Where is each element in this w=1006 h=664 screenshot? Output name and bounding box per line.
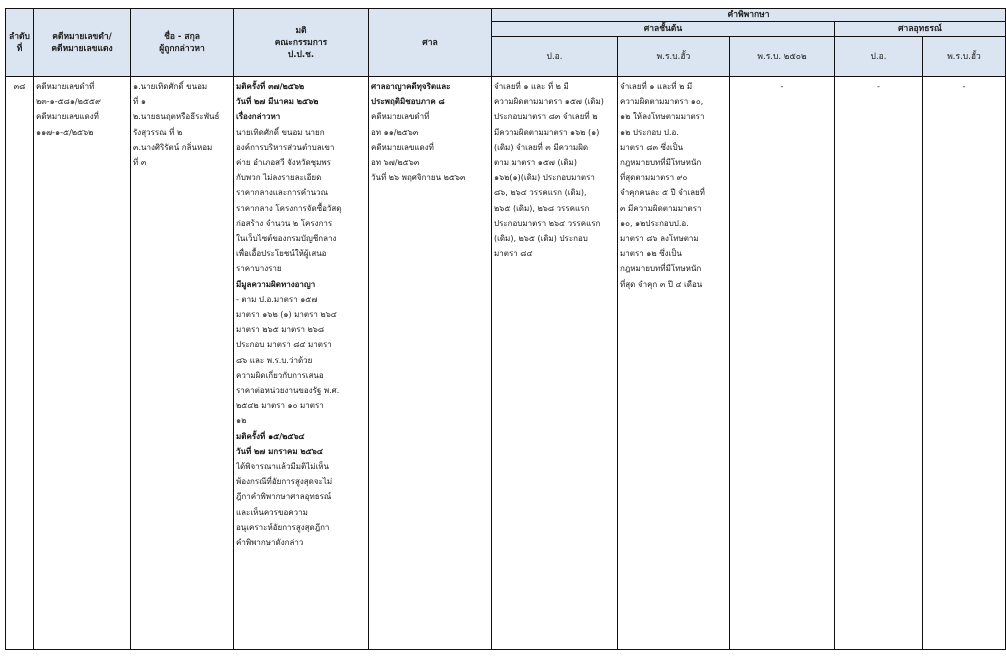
first-court-pr-bid-line: กฎหมายบทที่มีโทษหนัก: [620, 264, 702, 274]
first-court-pr-bid-line: ๑๒ ประกอบ ป.อ.: [620, 127, 679, 137]
resolution-line: มติครั้งที่ ๑๕/๒๕๖๔: [236, 431, 305, 441]
first-court-pr-bid-line: มาตรา ๘๓ ซึ่งเป็น: [620, 142, 684, 152]
accused-name-line: ๑.นายเทิดศักดิ์ ขนอม: [133, 82, 208, 91]
header-judgment: คำพิพากษา: [492, 9, 1006, 22]
header-name: ชื่อ - สกุล ผู้ถูกกล่าวหา: [131, 9, 234, 77]
header-no: ลำดับ ที่: [6, 9, 34, 77]
first-court-pr-bid-line: ที่สุดตามมาตรา ๙๐: [620, 173, 688, 183]
accused-name-line: รังสุวรรณ ที่ ๒: [133, 127, 183, 137]
header-appeal-court: ศาลอุทธรณ์: [835, 22, 1006, 37]
cell-appeal-po: -: [835, 77, 923, 650]
header-first-pr-bid: พ.ร.บ.ฮั้ว: [618, 37, 730, 77]
first-court-pr-bid-line: ที่สุด จำคุก ๓ ปี ๔ เดือน: [620, 279, 703, 289]
first-court-po-line: (เดิม) จำเลยที่ ๓ มีความผิด: [494, 142, 589, 152]
accused-name-line: ๓.นางศิริรัตน์ กลิ่นหอม: [133, 142, 213, 152]
resolution-line: ประกอบ มาตรา ๘๔ มาตรา: [236, 340, 332, 350]
resolution-line: คำพิพากษาดังกล่าว: [236, 538, 304, 548]
first-court-po-line: ๑๖๒(๑)(เดิม) ประกอบมาตรา: [494, 173, 595, 183]
cell-first-po: [492, 77, 618, 650]
resolution-line: ราคากลางและการคำนวณ: [236, 188, 328, 198]
resolution-line: เรื่องกล่าวหา: [236, 112, 281, 122]
cell-first-pr-2502: -: [730, 77, 835, 650]
resolution-line: และเห็นควรขอความ: [236, 507, 308, 517]
court-line: คดีหมายเลขแดงที่: [371, 142, 434, 152]
header-first-po: ป.อ.: [492, 37, 618, 77]
case-no-line: ๒๓-๑-๕๘๑/๒๕๕๙: [36, 97, 101, 107]
first-court-po-line: ๘๖, ๒๖๔ วรรคแรก (เดิม),: [494, 188, 587, 198]
header-resolution: มติ คณะกรรมการ ป.ป.ช.: [234, 9, 369, 77]
resolution-line: มีมูลความผิดทางอาญา: [236, 279, 316, 289]
resolution-line: อนุเคราะห์อัยการสูงสุดฎีกา: [236, 522, 330, 532]
first-court-po-line: มาตรา ๘๔: [494, 249, 533, 259]
cell-first-pr-bid: [618, 77, 730, 650]
resolution-line: วันที่ ๒๗ มีนาคม ๒๕๖๒: [236, 97, 319, 107]
first-court-po-line: มีความผิดตามมาตรา ๑๖๒ (๑): [494, 127, 600, 137]
cell-no: ๓๘: [6, 77, 34, 650]
cell-case-no: [34, 77, 131, 650]
header-appeal-pr-bid: พ.ร.บ.ฮั้ว: [923, 37, 1006, 77]
first-court-po-line: (เดิม), ๒๖๕ (เดิม) ประกอบ: [494, 234, 588, 244]
first-court-pr-bid-line: มาตรา ๘๖ ลงโทษตาม: [620, 234, 699, 244]
court-line: ศาลอาญาคดีทุจริตและ: [371, 82, 451, 91]
accused-name-line: ๒.นายธนฤตหรือธีระพันธ์: [133, 112, 220, 122]
header-first-pr-2502: พ.ร.บ. ๒๕๐๒: [730, 37, 835, 77]
accused-name-line: ที่ ๓: [133, 158, 147, 168]
first-court-pr-bid-line: จำเลยที่ ๑ และที่ ๒ มี: [620, 82, 693, 91]
cell-resolution: [234, 77, 369, 650]
resolution-line: ก่อสร้าง จำนวน ๒ โครงการ: [236, 218, 333, 228]
first-court-pr-bid-line: ๑๐, ๑๒ประกอบป.อ.: [620, 218, 689, 228]
first-court-po-line: ตาม มาตรา ๑๕๗ (เดิม): [494, 158, 577, 168]
first-court-po-line: ความผิดตามมาตรา ๑๕๗ (เดิม): [494, 97, 604, 107]
first-court-po-line: ๒๖๕ (เดิม), ๒๖๘ วรรคแรก: [494, 203, 590, 213]
resolution-line: วันที่ ๒๗ มกราคม ๒๕๖๔: [236, 446, 323, 456]
court-line: วันที่ ๒๖ พฤศจิกายน ๒๕๖๓: [371, 173, 466, 183]
resolution-line: เพื่อเอื้อประโยชน์ให้ผู้เสนอ: [236, 249, 327, 259]
resolution-line: องค์การบริหารส่วนตำบลเขา: [236, 142, 335, 152]
header-first-court: ศาลชั้นต้น: [492, 22, 835, 37]
resolution-line: มาตรา ๑๖๒ (๑) มาตรา ๒๖๔: [236, 310, 337, 320]
resolution-line: ได้พิจารณาแล้วมีมติไม่เห็น: [236, 462, 329, 472]
resolution-line: ราคาบางราย: [236, 264, 282, 274]
cell-court: [369, 77, 492, 650]
resolution-line: ค่าย อำเภอสวี จังหวัดชุมพร: [236, 158, 331, 168]
header-case-no: คดีหมายเลขดำ/ คดีหมายเลขแดง: [34, 9, 131, 77]
case-no-line: คดีหมายเลขแดงที่: [36, 112, 99, 122]
first-court-pr-bid-line: ๓ มีความผิดตามมาตรา: [620, 203, 702, 213]
table-row: [6, 77, 1006, 650]
case-no-line: คดีหมายเลขดำที่: [36, 82, 95, 91]
court-line: ประพฤติมิชอบภาค ๘: [371, 97, 445, 107]
resolution-line: ๑๒: [236, 416, 247, 426]
resolution-line: ๒๕๔๒ มาตรา ๑๐ มาตรา: [236, 401, 324, 411]
judgment-table: [5, 8, 1006, 650]
court-line: คดีหมายเลขดำที่: [371, 112, 430, 122]
resolution-line: นายเทิดศักดิ์ ขนอม นายก: [236, 127, 325, 137]
first-court-pr-bid-line: ความผิดตามมาตรา ๑๐,: [620, 97, 704, 107]
header-court: ศาล: [369, 9, 492, 77]
first-court-pr-bid-line: ๑๒ ให้ลงโทษตามมาตรา: [620, 112, 705, 122]
resolution-line: ราคากลาง โครงการจัดซื้อวัสดุ: [236, 203, 342, 213]
court-line: อท ๖๗/๒๕๖๓: [371, 158, 420, 168]
case-no-line: ๑๑๗-๑-๕/๒๕๖๒: [36, 127, 94, 137]
resolution-line: ราคาต่อหน่วยงานของรัฐ พ.ศ.: [236, 386, 340, 396]
first-court-pr-bid-line: จำคุกคนละ ๕ ปี จำเลยที่: [620, 188, 705, 198]
cell-appeal-pr-bid: -: [923, 77, 1006, 650]
first-court-pr-bid-line: กฎหมายบทที่มีโทษหนัก: [620, 158, 702, 168]
header-appeal-po: ป.อ.: [835, 37, 923, 77]
resolution-line: พ้องกรณีที่อัยการสูงสุดจะไม่: [236, 477, 333, 487]
resolution-line: มติครั้งที่ ๓๗/๒๕๖๒: [236, 82, 305, 91]
resolution-line: - ตาม ป.อ.มาตรา ๑๕๗: [236, 294, 318, 304]
resolution-line: ๘๖ และ พ.ร.บ.ว่าด้วย: [236, 355, 313, 365]
first-court-pr-bid-line: มาตรา ๑๒ ซึ่งเป็น: [620, 249, 682, 259]
first-court-po-line: ประกอบมาตรา ๘๓ จำเลยที่ ๒: [494, 112, 598, 122]
resolution-line: ความผิดเกี่ยวกับการเสนอ: [236, 370, 324, 380]
first-court-po-line: ประกอบมาตรา ๒๖๔ วรรคแรก: [494, 218, 601, 228]
court-line: อท ๑๑/๒๕๖๓: [371, 127, 419, 137]
cell-name: [131, 77, 234, 650]
resolution-line: ฎีกาคำพิพากษาศาลอุทธรณ์: [236, 492, 332, 502]
first-court-po-line: จำเลยที่ ๑ และ ที่ ๒ มี: [494, 82, 569, 91]
resolution-line: มาตรา ๒๖๕ มาตรา ๒๖๘: [236, 325, 325, 335]
resolution-line: กับพวก ไม่ลงรายละเอียด: [236, 173, 322, 183]
resolution-line: ในเว็บไซต์ของกรมบัญชีกลาง: [236, 234, 337, 244]
accused-name-line: ที่ ๑: [133, 97, 146, 107]
